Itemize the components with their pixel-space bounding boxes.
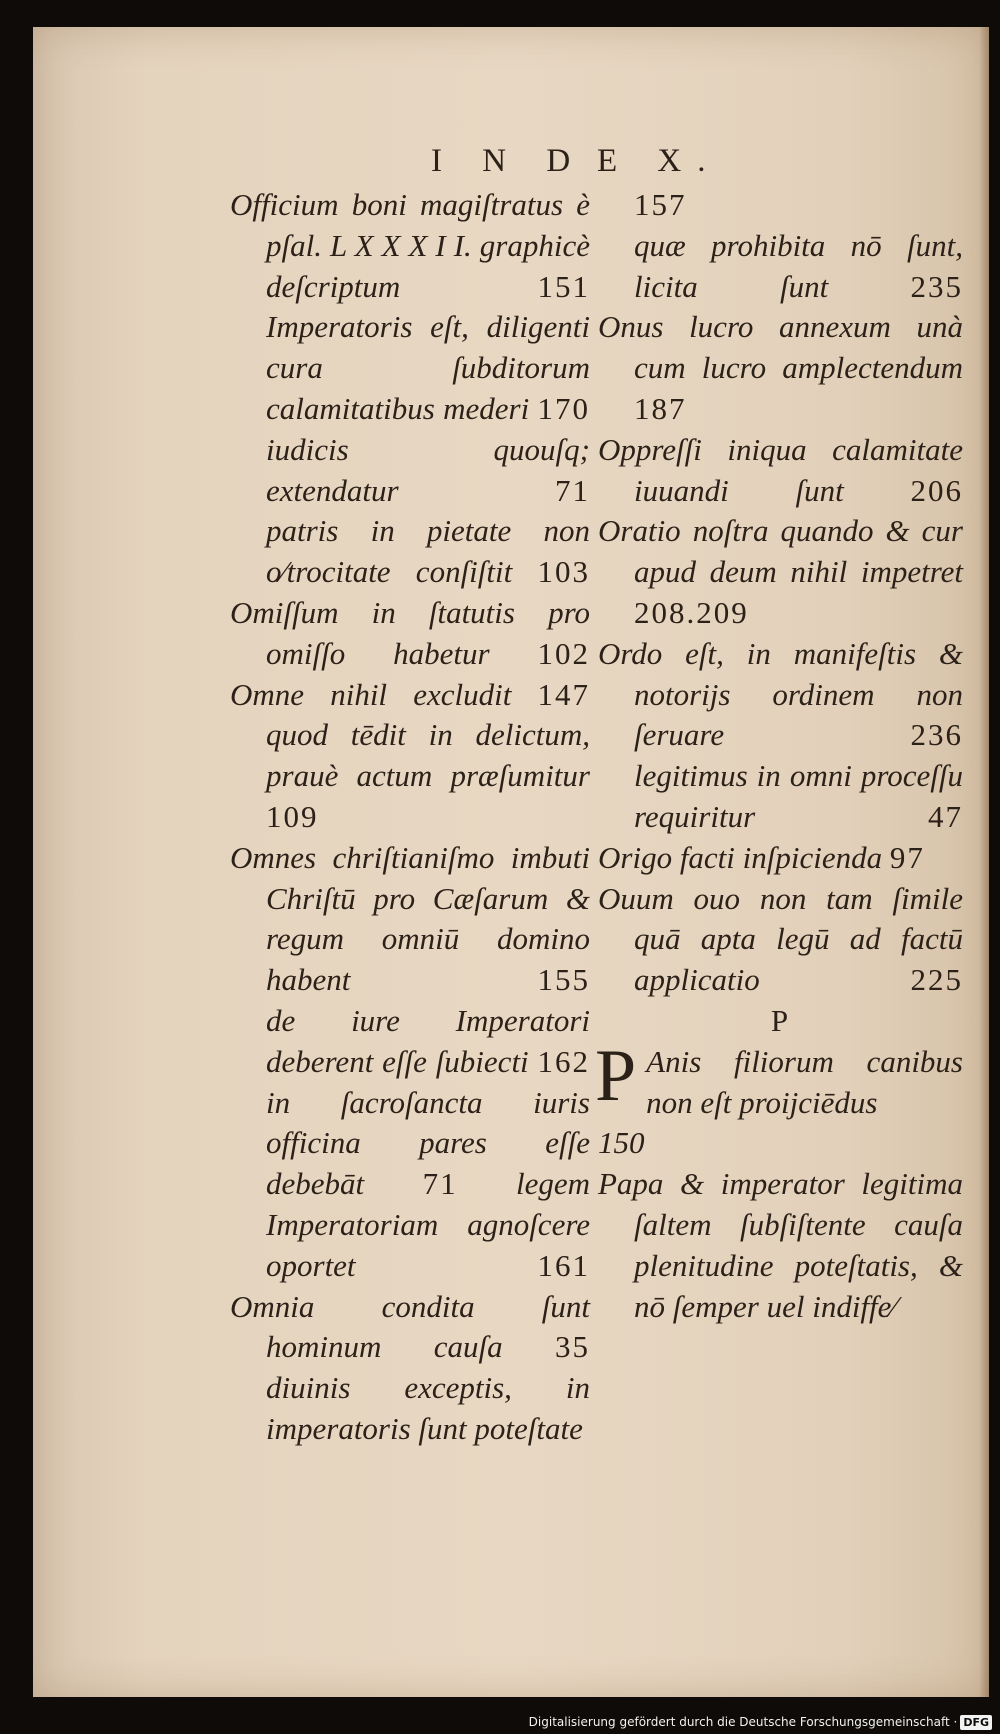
page-ref: 162: [537, 1043, 590, 1079]
header-part-2: E X.: [597, 143, 722, 179]
page-ref: 71: [422, 1166, 458, 1202]
left-column: [230, 185, 590, 1450]
page-ref: 236: [910, 717, 963, 753]
page-ref: 150: [598, 1125, 645, 1161]
index-entry: quæ prohibita nō ſunt, licita ſunt 235: [634, 227, 963, 304]
page-ref: 109: [266, 798, 319, 834]
index-entry: Ordo eſt, in manifeſtis & notorijs ordinem non ſeruare 236: [598, 635, 963, 753]
index-entry: diuinis exceptis, in imperatoris ſunt poteſtate: [266, 1370, 590, 1446]
index-entry: Officium boni magiſtratus è pſal. L X X X I I. graphicè deſcriptum 151: [230, 187, 590, 304]
page-ref: 147: [537, 676, 590, 712]
drop-cap: P: [595, 1034, 637, 1117]
page-ref: 97: [889, 839, 925, 875]
index-entry: iudicis quouſq; extendatur 71: [266, 431, 590, 508]
index-entry: Omne nihil excludit 147: [230, 676, 590, 712]
page-ref: 235: [910, 268, 963, 304]
page-ref: 103: [537, 554, 590, 590]
index-entry: Omiſſum in ſtatutis pro omiſſo habetur 102: [230, 594, 590, 671]
page-ref: 187: [634, 390, 687, 426]
page-ref: 161: [537, 1247, 590, 1283]
index-entry: Omnes chriſtianiſmo imbuti Chriſtū pro Cæſarum & regum omniū domino habent 155: [230, 839, 590, 998]
right-column: [595, 185, 964, 1327]
index-entry: patris in pietate non o⁄trocitate conſiſtit 103: [266, 513, 590, 590]
page-ref: 151: [537, 268, 590, 304]
page-ref: 208.209: [634, 594, 749, 630]
page-ref: 71: [555, 472, 590, 508]
digitization-credit: Digitalisierung gefördert durch die Deutsche Forschungsgemeinschaft · DFG: [529, 1715, 992, 1730]
index-entry: de iure Imperatori deberent eſſe ſubiecti 162: [266, 1002, 590, 1079]
index-entry: Ouum ouo non tam ſimile quā apta legū ad factū applicatio 225: [598, 880, 963, 998]
page-ref: 35: [555, 1329, 591, 1365]
footer-strip: [0, 1697, 1000, 1734]
index-entry: quod tēdit in delictum, prauè actum præſumitur 109: [266, 717, 590, 834]
header-part-1: I N D: [431, 143, 587, 179]
index-entry: Oppreſſi iniqua calamitate iuuandi ſunt 206: [598, 431, 964, 508]
index-entry: Oratio noſtra quando & cur apud deum nihil impetret 208.209: [598, 513, 963, 630]
index-entry: Imperatoris eſt, diligenti cura ſubditorum calamitatibus mederi 170: [266, 309, 591, 426]
page-ref: 155: [537, 962, 590, 998]
index-entry: Omnia condita ſunt hominum cauſa 35: [230, 1288, 591, 1365]
page-ref: 170: [537, 390, 591, 426]
page-ref: 157: [634, 187, 687, 222]
index-entry: legitimus in omni proceſſu requiritur 47: [634, 758, 963, 834]
index-entry: Origo facti inſpicienda 97: [598, 839, 925, 875]
page-ref: 102: [537, 635, 590, 671]
section-letter: P: [770, 1002, 791, 1038]
index-entry: Onus lucro annexum unà cum lucro amplectendum 187: [598, 309, 963, 426]
index-entry-continued: [598, 185, 963, 226]
page-ref: 225: [910, 962, 963, 998]
index-entry: in ſacroſancta iuris officina pares eſſe debebāt 71 legem Imperatoriam agnoſcere oportet 161: [266, 1084, 591, 1283]
book-page: [33, 27, 989, 1697]
page-ref: 47: [928, 798, 963, 834]
index-entry: Papa & imperator legitima ſaltem ſubſiſtente cauſa plenitudine poteſtatis, & nō ſemper uel indiffe⁄: [598, 1166, 963, 1324]
dfg-logo: DFG: [960, 1715, 992, 1730]
page-ref: 206: [910, 472, 964, 508]
index-entry: P Anis filiorum canibus non eſt proijciēdus 150: [595, 1034, 963, 1161]
